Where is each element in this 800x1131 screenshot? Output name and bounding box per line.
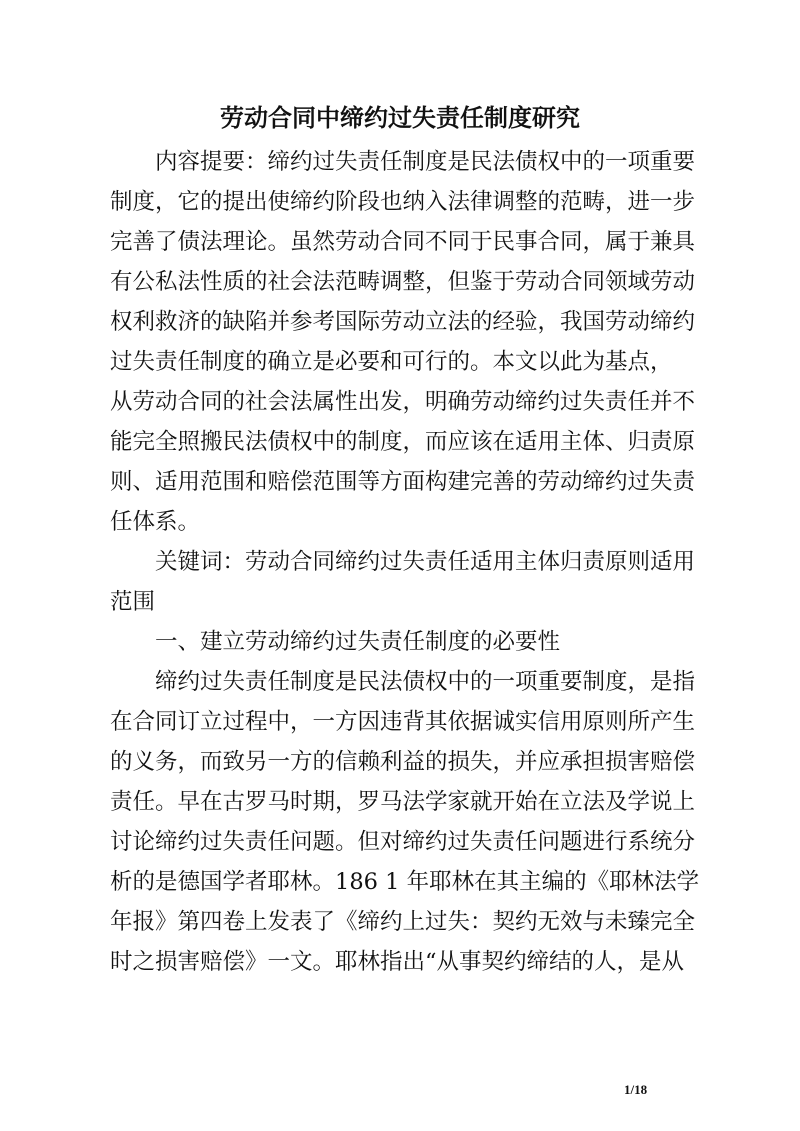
body-line: 缔约过失责任制度是民法债权中的一项重要制度，是指: [155, 669, 696, 695]
body-line: 在合同订立过程中，一方因违背其依据诚实信用原则所产生: [110, 709, 696, 735]
body-line: 年报》第四卷上发表了《缔约上过失：契约无效与未臻完全: [110, 909, 696, 935]
body-line: 讨论缔约过失责任问题。但对缔约过失责任问题进行系统分: [110, 829, 696, 855]
keywords-line: 范围: [110, 589, 156, 615]
body-line: 析的是德国学者耶林。186 1 年耶林在其主编的《耶林法学: [110, 869, 700, 895]
abstract-line: 权利救济的缺陷并参考国际劳动立法的经验，我国劳动缔约: [110, 309, 696, 335]
abstract-line: 制度，它的提出使缔约阶段也纳入法律调整的范畴，进一步: [110, 189, 696, 215]
abstract-line: 能完全照搬民法债权中的制度，而应该在适用主体、归责原: [110, 429, 696, 455]
abstract-line: 任体系。: [110, 509, 201, 535]
abstract-line: 过失责任制度的确立是必要和可行的。本文以此为基点，: [110, 349, 673, 375]
section-heading: 一、建立劳动缔约过失责任制度的必要性: [155, 629, 561, 655]
abstract-line: 完善了债法理论。虽然劳动合同不同于民事合同，属于兼具: [110, 229, 696, 255]
page-number: 1/18: [624, 1082, 648, 1097]
keywords-line: 关键词：劳动合同缔约过失责任适用主体归责原则适用: [155, 549, 696, 575]
document-title: 劳动合同中缔约过失责任制度研究: [220, 104, 580, 132]
abstract-line: 内容提要：缔约过失责任制度是民法债权中的一项重要: [155, 149, 696, 175]
abstract-line: 从劳动合同的社会法属性出发，明确劳动缔约过失责任并不: [110, 389, 696, 415]
body-line: 责任。早在古罗马时期，罗马法学家就开始在立法及学说上: [110, 789, 696, 815]
abstract-line: 有公私法性质的社会法范畴调整，但鉴于劳动合同领域劳动: [110, 269, 696, 295]
abstract-line: 则、适用范围和赔偿范围等方面构建完善的劳动缔约过失责: [110, 469, 696, 495]
body-line: 时之损害赔偿》一文。耶林指出“从事契约缔结的人，是从: [110, 949, 685, 975]
body-line: 的义务，而致另一方的信赖利益的损失，并应承担损害赔偿: [110, 749, 696, 775]
